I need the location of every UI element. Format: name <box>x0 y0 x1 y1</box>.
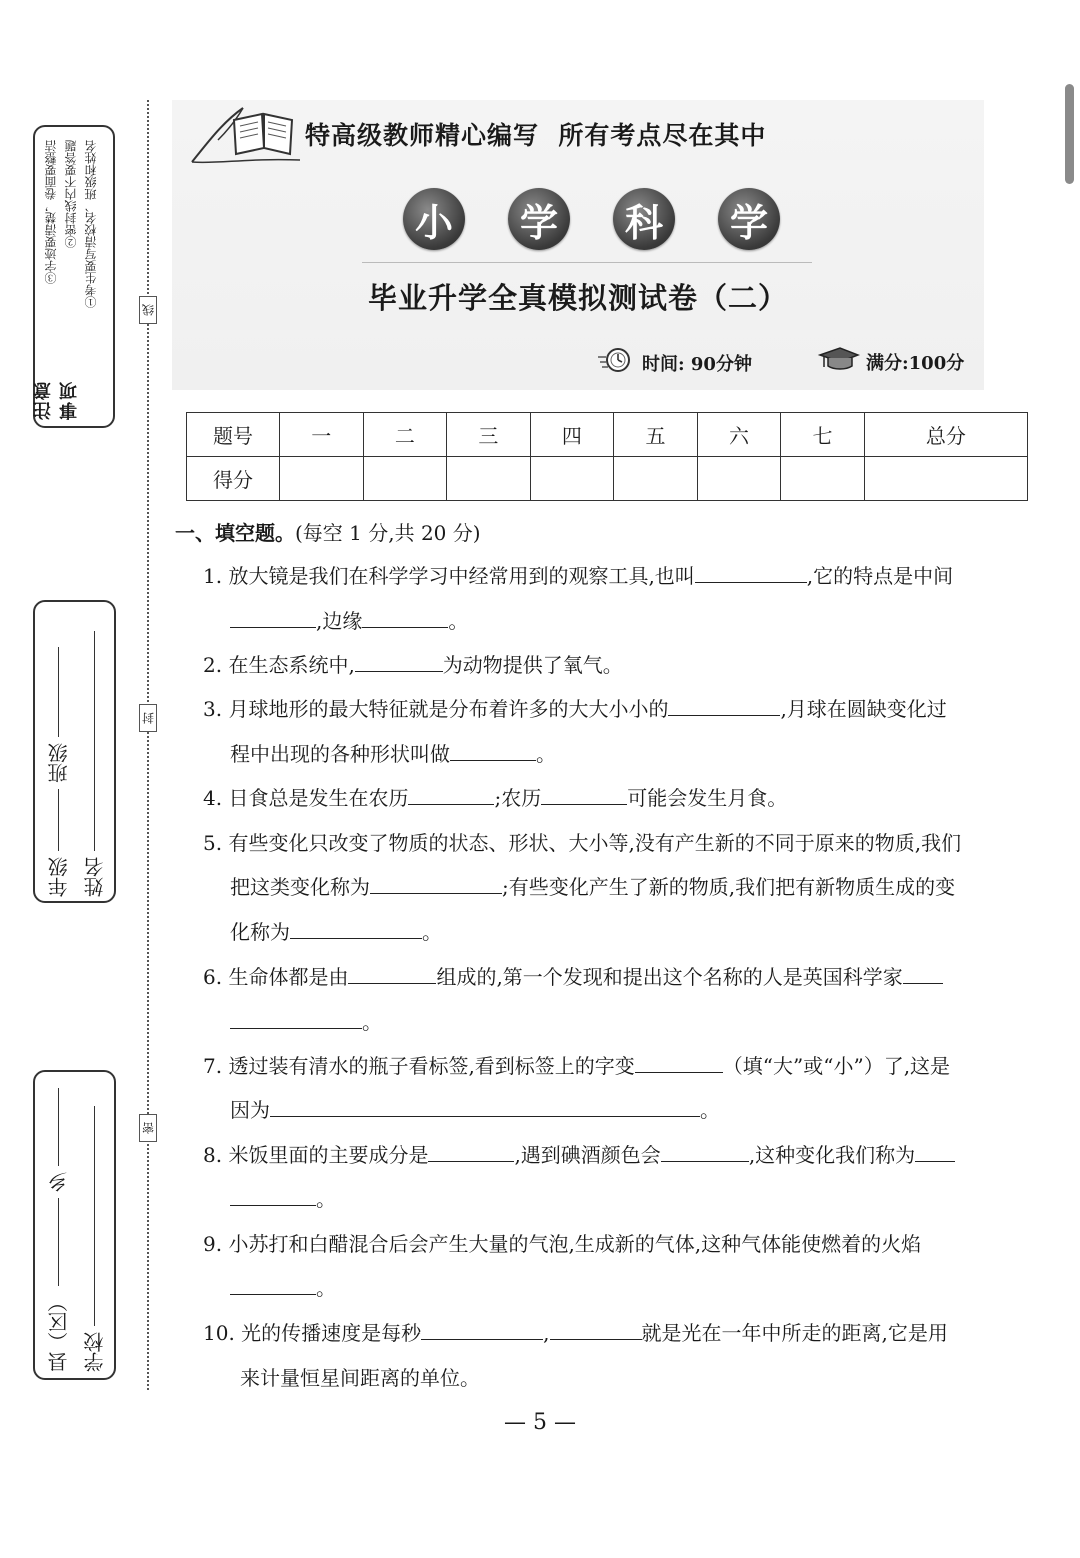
question-1 <box>203 554 953 598</box>
exam-title: 毕业升学全真模拟测试卷（二） <box>367 281 788 315</box>
county-label: 县（区） <box>46 1292 71 1372</box>
question-text: 。 <box>422 920 442 944</box>
question-text: 8. 米饭里面的主要成分是 <box>203 1143 429 1167</box>
answer-blank[interactable] <box>408 778 494 805</box>
answer-blank[interactable] <box>450 734 536 761</box>
question-6 <box>203 955 943 999</box>
name-label: 姓名 <box>82 857 107 897</box>
answer-blank[interactable] <box>230 1268 316 1295</box>
notice-line-3: ③字迹要清楚，卷面要整洁 <box>44 140 58 284</box>
class-label: 班级 <box>46 743 71 783</box>
answer-blank[interactable] <box>661 1135 749 1162</box>
question-text: 。 <box>536 742 556 766</box>
question-text: 。 <box>362 1010 382 1034</box>
school-field <box>76 1082 112 1372</box>
question-text: ,月球在圆缺变化过 <box>780 697 947 721</box>
question-6-cont <box>230 1000 382 1044</box>
answer-blank[interactable] <box>230 601 316 628</box>
answer-blank[interactable] <box>915 1135 955 1162</box>
time-text: 时间: 90分钟 <box>642 353 752 375</box>
table-cell: 七 <box>781 413 865 457</box>
seal-mark-secret: 密 <box>139 1114 157 1142</box>
notice-line-1: ①考生要写清校名、班级和姓名 <box>84 140 98 308</box>
question-text: 为动物提供了氧气。 <box>442 653 623 677</box>
question-2 <box>203 643 623 687</box>
seal-mark-line: 线 <box>139 296 157 324</box>
answer-blank[interactable] <box>290 912 422 939</box>
question-8-cont <box>230 1177 336 1221</box>
question-8 <box>203 1133 955 1177</box>
full-score-info <box>816 345 964 378</box>
question-text: 。 <box>316 1276 336 1300</box>
score-table <box>186 412 1028 501</box>
table-cell: 得分 <box>187 457 280 501</box>
seal-mark-seal: 封 <box>139 704 157 732</box>
section-title: 一、填空题。 <box>175 521 295 545</box>
question-text: ;有些变化产生了新的物质,我们把有新物质生成的变 <box>502 875 956 899</box>
subject-title <box>403 188 780 250</box>
question-text: 。 <box>700 1098 720 1122</box>
question-text: 来计量恒星间距离的单位。 <box>240 1366 480 1390</box>
notice-lines <box>42 140 112 375</box>
question-9 <box>203 1222 921 1266</box>
name-field <box>76 612 112 897</box>
question-text: 。 <box>448 609 469 633</box>
header-slogan: 特高级教师精心编写 所有考点尽在其中 <box>305 121 767 150</box>
score-cell[interactable] <box>447 457 531 501</box>
answer-blank[interactable] <box>230 1002 362 1029</box>
question-5 <box>203 821 961 865</box>
school-line[interactable] <box>94 1106 95 1326</box>
question-3-cont <box>230 732 556 776</box>
table-cell: 二 <box>363 413 447 457</box>
score-cell[interactable] <box>530 457 614 501</box>
question-9-cont <box>230 1266 336 1310</box>
banner-divider <box>362 262 812 263</box>
question-text: ,遇到碘酒颜色会 <box>514 1143 661 1167</box>
answer-blank[interactable] <box>348 957 436 984</box>
graduation-cap-icon <box>816 345 860 378</box>
question-text: 3. 月球地形的最大特征就是分布着许多的大大小小的 <box>203 697 669 721</box>
question-text: 4. 日食总是发生在农历 <box>203 786 409 810</box>
grade-line[interactable] <box>58 789 59 851</box>
question-7 <box>203 1044 950 1088</box>
clock-icon <box>596 345 636 380</box>
question-text: 1. 放大镜是我们在科学学习中经常用到的观察工具,也叫 <box>203 564 695 588</box>
notice-title: 注意事项 <box>33 380 80 420</box>
table-cell: 三 <box>447 413 531 457</box>
question-text: 5. 有些变化只改变了物质的状态、形状、大小等,没有产生新的不同于原来的物质,我们 <box>203 831 962 855</box>
answer-blank[interactable] <box>230 1179 316 1206</box>
table-cell: 总分 <box>864 413 1027 457</box>
score-cell[interactable] <box>280 457 364 501</box>
grade-class-field <box>40 612 76 897</box>
question-5-cont <box>230 865 955 909</box>
question-text: 9. 小苏打和白醋混合后会产生大量的气泡,生成新的气体,这种气体能使燃着的火焰 <box>203 1232 922 1256</box>
answer-blank[interactable] <box>428 1135 514 1162</box>
table-cell: 六 <box>697 413 781 457</box>
question-text: ,边缘 <box>316 609 363 633</box>
question-text: （填“大”或“小”）了,这是 <box>722 1054 951 1078</box>
answer-blank[interactable] <box>668 689 780 716</box>
subject-char: 科 <box>613 188 675 250</box>
question-text: 7. 透过装有清水的瓶子看标签,看到标签上的字变 <box>203 1054 635 1078</box>
question-text: 就是光在一年中所走的距离,它是用 <box>641 1321 948 1345</box>
question-text: 化称为 <box>230 920 290 944</box>
answer-blank[interactable] <box>635 1046 723 1073</box>
table-cell: 题号 <box>187 413 280 457</box>
question-10-cont <box>240 1356 480 1400</box>
answer-blank[interactable] <box>362 601 448 628</box>
question-text: 程中出现的各种形状叫做 <box>230 742 450 766</box>
question-text: 6. 生命体都是由 <box>203 965 349 989</box>
score-table-header-row <box>187 413 1028 457</box>
book-quill-icon <box>188 102 303 171</box>
question-text: 因为 <box>230 1098 270 1122</box>
question-text: 可能会发生月食。 <box>627 786 788 810</box>
answer-blank[interactable] <box>541 778 627 805</box>
notice-line-2: ②密封线内不要答题 <box>64 140 78 248</box>
page-number: — 5 — <box>504 1410 576 1435</box>
score-cell[interactable] <box>363 457 447 501</box>
question-4 <box>203 776 787 820</box>
answer-blank[interactable] <box>370 867 502 894</box>
grade-label: 年级 <box>46 857 71 897</box>
question-5-cont2 <box>230 910 442 954</box>
question-text: ;农历 <box>494 786 542 810</box>
county-township-field <box>40 1082 76 1372</box>
answer-blank[interactable] <box>903 957 943 984</box>
answer-blank[interactable] <box>695 556 807 583</box>
county-line[interactable] <box>58 1198 59 1286</box>
score-table-score-row <box>187 457 1028 501</box>
subject-char: 小 <box>403 188 465 250</box>
question-text: 组成的,第一个发现和提出这个名称的人是英国科学家 <box>436 965 903 989</box>
question-text: ,这种变化我们称为 <box>748 1143 916 1167</box>
question-text: 2. 在生态系统中, <box>203 653 355 677</box>
subject-char: 学 <box>718 188 780 250</box>
township-line[interactable] <box>58 1088 59 1166</box>
question-text: ,它的特点是中间 <box>806 564 954 588</box>
question-1-cont <box>230 599 468 643</box>
answer-blank[interactable] <box>421 1313 543 1340</box>
name-line[interactable] <box>94 631 95 851</box>
question-text: 。 <box>316 1187 336 1211</box>
answer-blank[interactable] <box>550 1313 642 1340</box>
time-info <box>596 345 752 380</box>
score-cell[interactable] <box>697 457 781 501</box>
table-cell: 五 <box>614 413 698 457</box>
question-3 <box>203 687 947 731</box>
score-cell[interactable] <box>781 457 865 501</box>
table-cell: 四 <box>530 413 614 457</box>
score-cell[interactable] <box>614 457 698 501</box>
seal-dotted-line <box>147 100 149 1390</box>
section-note: (每空 1 分,共 20 分) <box>295 521 481 545</box>
question-text: 10. 光的传播速度是每秒 <box>203 1321 422 1345</box>
score-cell[interactable] <box>864 457 1027 501</box>
section-heading <box>175 517 481 546</box>
answer-blank[interactable] <box>270 1090 700 1117</box>
question-10 <box>203 1311 948 1355</box>
class-line[interactable] <box>58 647 59 737</box>
question-text: 把这类变化称为 <box>230 875 370 899</box>
answer-blank[interactable] <box>355 645 443 672</box>
question-7-cont <box>230 1088 720 1132</box>
school-label: 学校 <box>82 1332 107 1372</box>
township-label: 乡 <box>46 1172 71 1193</box>
full-score-text: 满分:100分 <box>866 352 965 374</box>
subject-char: 学 <box>508 188 570 250</box>
question-text: , <box>543 1321 550 1345</box>
scrollbar[interactable] <box>1065 84 1074 184</box>
table-cell: 一 <box>280 413 364 457</box>
